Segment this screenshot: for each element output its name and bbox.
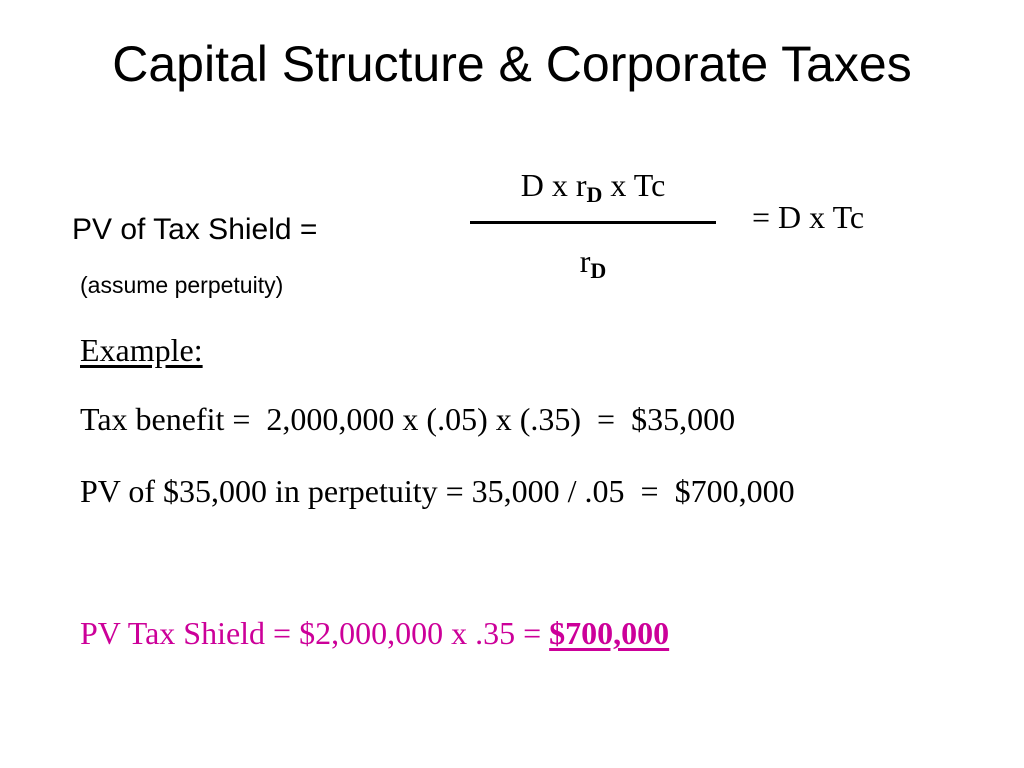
fraction-bar <box>470 221 716 224</box>
tax-shield-label: PV of Tax Shield = <box>72 213 318 246</box>
numerator-text: D x r <box>520 167 587 203</box>
example-heading: Example: <box>80 332 203 368</box>
conclusion-text: PV Tax Shield = $2,000,000 x .35 = <box>80 615 550 651</box>
pv-tax-shield-conclusion <box>80 614 669 652</box>
numerator-subscript: D <box>586 182 603 207</box>
fraction-denominator <box>470 242 716 284</box>
formula-result: = D x Tc <box>752 199 865 235</box>
slide-title: Capital Structure & Corporate Taxes <box>112 36 912 92</box>
numerator-suffix: x Tc <box>602 167 666 203</box>
perpetuity-note: (assume perpetuity) <box>80 272 284 298</box>
conclusion-value: $700,000 <box>549 615 670 651</box>
pv-perpetuity-line: PV of $35,000 in perpetuity = 35,000 / .05 = $700,000 <box>80 473 795 509</box>
denominator-text: r <box>579 243 591 279</box>
fraction-numerator <box>470 166 716 208</box>
tax-benefit-line: Tax benefit = 2,000,000 x (.05) x (.35) = $35,000 <box>80 401 736 437</box>
denominator-subscript: D <box>590 258 607 283</box>
